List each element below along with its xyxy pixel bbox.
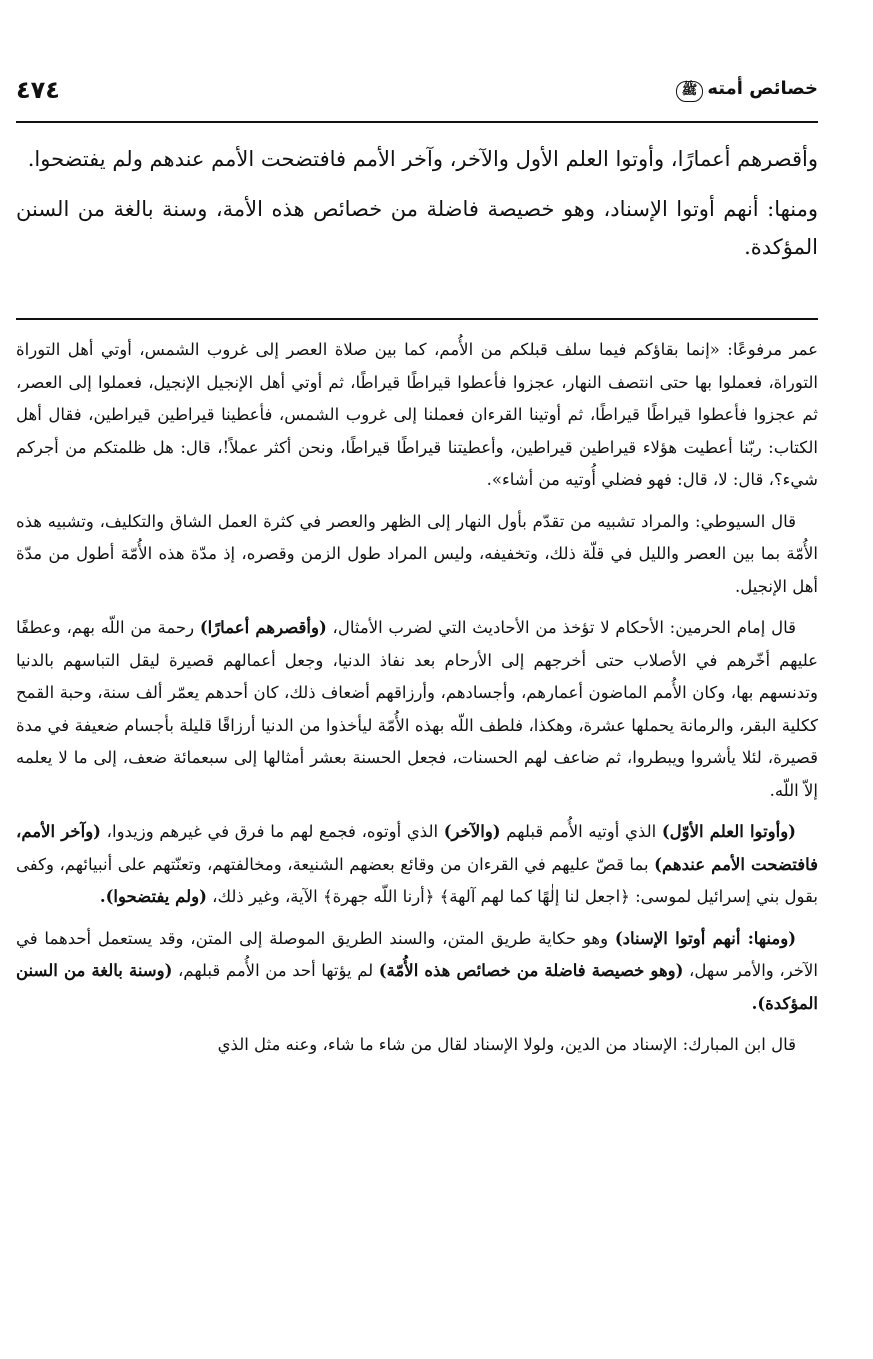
footnote-separator <box>16 318 818 320</box>
running-title-text: خصائص أمته <box>707 78 818 99</box>
page-header <box>16 72 818 108</box>
commentary-text: الذي أوتوه، فجمع لهم ما فرق في غيرهم وزيدوا، <box>106 822 439 841</box>
main-text <box>16 140 818 278</box>
quoted-phrase: (وأوتوا العلم الأوّل) <box>661 822 796 841</box>
quoted-phrase: (ومنها: أنهم أوتوا الإسناد) <box>614 928 797 948</box>
commentary-text: وهو حكاية طريق المتن، والسند الطريق الموصلة إلى المتن، وقد يستعمل أحدهما في الآخر، والأمر سهل، <box>16 928 818 980</box>
quoted-phrase: (وسنة بالغة من السنن المؤكدة). <box>16 961 818 1013</box>
commentary-text: لم يؤتها أحد من الأُمم قبلهم، <box>178 961 374 980</box>
quoted-phrase: (وأقصرهم أعمارًا) <box>199 618 327 637</box>
commentary-paragraph <box>16 612 818 807</box>
commentary-paragraph <box>16 923 818 1021</box>
commentary-text: رحمة من اللّه بهم، وعطفًا عليهم أخّرهم في الأصلاب حتى أخرجهم إلى الأرحام بعد نفاذ الدنيا، وجعل أعمالهم قصيرة ليقل التباسهم بالدنيا وتدنسهم بها، وكان الأُمم الماضون أعمارهم، وأجسادهم، وأرزاقهم أضعاف ذلك، كان أحدهم يعمّر ألف سنة، وحبة القمح ككلية البقر، والرمانة يحملها عشرة، وهكذا، فلطف اللّه بهذه الأُمّة ليأخذوا من الدنيا أرزاقًا قليلة بأجسام ضعيفة في مدة قصيرة، لئلا يأشروا ويبطروا، ثم ضاعف لهم الحسنات، فجعل الحسنة بعشر أمثالها إلى سبعمائة ضعف، إلى ما لا يعلمه إلاّ اللّه. <box>16 618 818 800</box>
commentary-text: الذي أوتيه الأُمم قبلهم <box>506 822 657 841</box>
commentary <box>16 334 818 1071</box>
main-paragraph: وأقصرهم أعمارًا، وأوتوا العلم الأول والآخر، وآخر الأمم فافتضحت الأمم عندهم ولم يفتضحوا. <box>27 147 818 171</box>
running-title <box>676 78 818 102</box>
main-paragraph: ومنها: أنهم أوتوا الإسناد، وهو خصيصة فاضلة من خصائص هذه الأمة، وسنة بالغة من السنن المؤكدة. <box>16 197 818 259</box>
commentary-text: بما قصّ عليهم في القرءان من وقائع بعضهم الشنيعة، ومخالفتهم، وتعنّتهم على أنبيائهم، وكفى بقول بني إسرائيل لموسى: ﴿اجعل لنا إلٰهًا كما لهم آلهة﴾ ﴿أرنا اللّه جهرة﴾ الآية، وغير ذلك، <box>16 854 818 906</box>
commentary-paragraph <box>16 816 818 914</box>
commentary-paragraph: قال ابن المبارك: الإسناد من الدين، ولولا الإسناد لقال من شاء ما شاء، وعنه مثل الذي <box>217 1035 796 1054</box>
quoted-phrase: (وآخر الأمم، فافتضحت الأمم عندهم) <box>16 822 818 874</box>
quoted-phrase: (والآخر) <box>443 822 501 841</box>
quoted-phrase: (ولم يفتضحوا). <box>99 887 207 906</box>
commentary-paragraph: قال السيوطي: والمراد تشبيه من تقدّم بأول النهار إلى الظهر والعصر في كثرة العمل الشاق والتكليف، وتشبيه هذه الأُمّة بما بين العصر والليل في قلّة ذلك، وتخفيفه، وليس المراد طول الزمن وقصره، إذ مدّة هذه الأُمّة أطول من مدّة أهل الإنجيل. <box>16 511 818 596</box>
honorific-mark: ﷺ <box>676 81 704 102</box>
book-page <box>16 0 818 1359</box>
commentary-text: قال إمام الحرمين: الأحكام لا تؤخذ من الأحاديث التي لضرب الأمثال، <box>332 618 797 637</box>
header-rule <box>16 121 818 123</box>
quoted-phrase: (وهو خصيصة فاضلة من خصائص هذه الأُمّة) <box>378 961 684 980</box>
commentary-paragraph: عمر مرفوعًا: «إنما بقاؤكم فيما سلف قبلكم من الأُمم، كما بين صلاة العصر إلى غروب الشمس، أوتي أهل التوراة التوراة، فعملوا بها حتى انتصف النهار، عجزوا فأعطوا قيراطًا قيراطًا، ثم أوتي أهل الإنجيل الإنجيل، فعملوا إلى العصر، ثم عجزوا فأعطوا قيراطًا قيراطًا، ثم أوتينا القرءان فعملنا إلى غروب الشمس، فأعطينا قيراطين قيراطين، فقال أهل الكتاب: ربّنا أعطيت هؤلاء قيراطين قيراطين، وأعطيتنا قيراطًا قيراطًا، ونحن أكثر عملاً!، قال: هل ظلمتكم من أجركم شيء؟، قال: لا، قال: فهو فضلي أُوتيه من أشاء». <box>16 340 818 489</box>
page-number: ٤٧٤ <box>16 76 60 104</box>
